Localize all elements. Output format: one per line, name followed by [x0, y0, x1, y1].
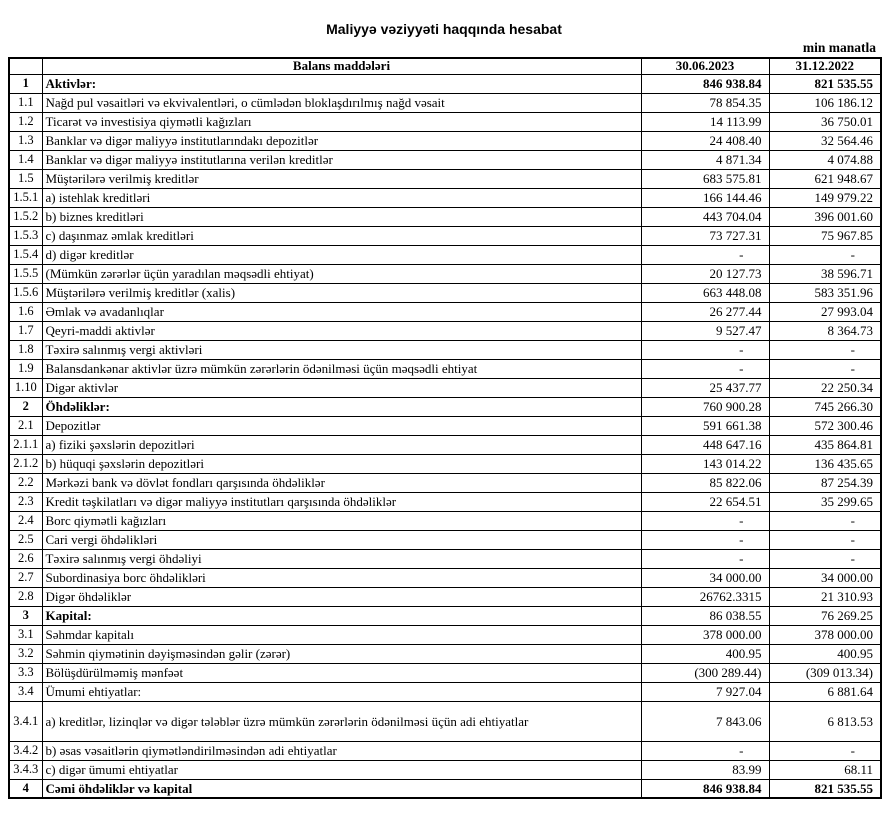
unit-note: min manatla — [802, 40, 876, 55]
row-number: 1.8 — [9, 340, 42, 359]
value-2022: 4 074.88 — [769, 150, 881, 169]
value-2023: 4 871.34 — [641, 150, 769, 169]
row-number: 3.4.3 — [9, 760, 42, 779]
table-row — [9, 359, 881, 378]
value-2023: 846 938.84 — [641, 779, 769, 798]
row-label: Digər aktivlər — [42, 378, 641, 397]
value-2022: - — [769, 741, 881, 760]
value-2023: 448 647.16 — [641, 435, 769, 454]
value-2023: 86 038.55 — [641, 606, 769, 625]
row-label: a) fiziki şəxslərin depozitləri — [42, 435, 641, 454]
table-row — [9, 663, 881, 682]
report-title: Maliyyə vəziyyəti haqqında hesabat — [326, 21, 562, 37]
table-row — [9, 112, 881, 131]
row-label: Aktivlər: — [42, 74, 641, 93]
table-row — [9, 568, 881, 587]
row-label: b) hüquqi şəxslərin depozitləri — [42, 454, 641, 473]
row-number: 2 — [9, 397, 42, 416]
value-2023: 443 704.04 — [641, 207, 769, 226]
table-row — [9, 150, 881, 169]
table-row — [9, 93, 881, 112]
row-number: 2.6 — [9, 549, 42, 568]
table-row — [9, 207, 881, 226]
table-row — [9, 302, 881, 321]
value-2022: 745 266.30 — [769, 397, 881, 416]
value-2023: - — [641, 741, 769, 760]
row-number: 4 — [9, 779, 42, 798]
value-2023: 760 900.28 — [641, 397, 769, 416]
table-row — [9, 682, 881, 701]
row-number: 1.5.4 — [9, 245, 42, 264]
row-label: Borc qiymətli kağızları — [42, 511, 641, 530]
row-label: b) əsas vəsaitlərin qiymətləndirilməsindən adi ehtiyatlar — [42, 741, 641, 760]
row-label: Müştərilərə verilmiş kreditlər (xalis) — [42, 283, 641, 302]
value-2023: 73 727.31 — [641, 226, 769, 245]
table-row — [9, 74, 881, 93]
table-row — [9, 245, 881, 264]
row-number: 3.3 — [9, 663, 42, 682]
value-2023: 85 822.06 — [641, 473, 769, 492]
header-cell-items: Balans maddələri — [42, 58, 641, 74]
row-number: 1.1 — [9, 93, 42, 112]
value-2023: 14 113.99 — [641, 112, 769, 131]
row-label: Bölüşdürülməmiş mənfəət — [42, 663, 641, 682]
value-2022: 621 948.67 — [769, 169, 881, 188]
row-number: 1.5 — [9, 169, 42, 188]
row-label: a) kreditlər, lizinqlər və digər tələblər üzrə mümkün zərərlərin ödənilməsi üçün adi ehtiyatlar — [42, 701, 641, 741]
row-number: 2.5 — [9, 530, 42, 549]
header-cell-date-1: 30.06.2023 — [641, 58, 769, 74]
value-2023: 143 014.22 — [641, 454, 769, 473]
value-2022: 821 535.55 — [769, 779, 881, 798]
row-number: 1.5.1 — [9, 188, 42, 207]
value-2023: 26762.3315 — [641, 587, 769, 606]
value-2023: 83.99 — [641, 760, 769, 779]
row-number: 2.2 — [9, 473, 42, 492]
value-2022: - — [769, 530, 881, 549]
value-2023: 20 127.73 — [641, 264, 769, 283]
value-2022: 572 300.46 — [769, 416, 881, 435]
value-2022: 400.95 — [769, 644, 881, 663]
table-row — [9, 454, 881, 473]
row-number: 1.6 — [9, 302, 42, 321]
table-row — [9, 644, 881, 663]
table-row — [9, 587, 881, 606]
row-number: 2.4 — [9, 511, 42, 530]
table-row — [9, 760, 881, 779]
value-2022: 8 364.73 — [769, 321, 881, 340]
row-label: Mərkəzi bank və dövlət fondları qarşısında öhdəliklər — [42, 473, 641, 492]
row-number: 1 — [9, 74, 42, 93]
value-2023: 378 000.00 — [641, 625, 769, 644]
row-number: 3 — [9, 606, 42, 625]
value-2022: - — [769, 340, 881, 359]
row-label: Əmlak və avadanlıqlar — [42, 302, 641, 321]
table-row — [9, 530, 881, 549]
row-label: Səhmin qiymətinin dəyişməsindən gəlir (zərər) — [42, 644, 641, 663]
row-number: 2.8 — [9, 587, 42, 606]
value-2023: 78 854.35 — [641, 93, 769, 112]
value-2022: 36 750.01 — [769, 112, 881, 131]
table-row — [9, 340, 881, 359]
value-2022: 435 864.81 — [769, 435, 881, 454]
value-2023: 846 938.84 — [641, 74, 769, 93]
table-row — [9, 264, 881, 283]
row-label: d) digər kreditlər — [42, 245, 641, 264]
table-row — [9, 416, 881, 435]
row-number: 2.1.2 — [9, 454, 42, 473]
value-2022: 35 299.65 — [769, 492, 881, 511]
row-label: b) biznes kreditləri — [42, 207, 641, 226]
table-row — [9, 435, 881, 454]
row-label: Balansdankənar aktivlər üzrə mümkün zərərlərin ödənilməsi üçün məqsədli ehtiyat — [42, 359, 641, 378]
value-2023: 663 448.08 — [641, 283, 769, 302]
table-row — [9, 511, 881, 530]
value-2022: 76 269.25 — [769, 606, 881, 625]
row-label: Təxirə salınmış vergi aktivləri — [42, 340, 641, 359]
table-row — [9, 492, 881, 511]
value-2022: 6 881.64 — [769, 682, 881, 701]
header-cell-date-2: 31.12.2022 — [769, 58, 881, 74]
value-2022: - — [769, 511, 881, 530]
value-2022: - — [769, 245, 881, 264]
value-2023: (300 289.44) — [641, 663, 769, 682]
value-2022: 378 000.00 — [769, 625, 881, 644]
value-2022: - — [769, 549, 881, 568]
value-2022: 583 351.96 — [769, 283, 881, 302]
table-row — [9, 741, 881, 760]
row-number: 2.7 — [9, 568, 42, 587]
value-2022: 149 979.22 — [769, 188, 881, 207]
row-number: 2.3 — [9, 492, 42, 511]
table-row — [9, 188, 881, 207]
row-number: 3.4.1 — [9, 701, 42, 741]
table-row — [9, 378, 881, 397]
row-label: Nağd pul vəsaitləri və ekvivalentləri, o cümlədən bloklaşdırılmış nağd vəsait — [42, 93, 641, 112]
value-2023: 26 277.44 — [641, 302, 769, 321]
value-2023: - — [641, 549, 769, 568]
row-label: c) daşınmaz əmlak kreditləri — [42, 226, 641, 245]
row-label: Banklar və digər maliyyə institutlarındakı depozitlər — [42, 131, 641, 150]
row-number: 2.1 — [9, 416, 42, 435]
value-2022: 106 186.12 — [769, 93, 881, 112]
row-label: Digər öhdəliklər — [42, 587, 641, 606]
row-label: c) digər ümumi ehtiyatlar — [42, 760, 641, 779]
table-row — [9, 606, 881, 625]
value-2022: 68.11 — [769, 760, 881, 779]
table-row — [9, 549, 881, 568]
value-2022: 22 250.34 — [769, 378, 881, 397]
value-2022: 32 564.46 — [769, 131, 881, 150]
row-label: Səhmdar kapitalı — [42, 625, 641, 644]
table-row — [9, 397, 881, 416]
value-2023: 166 144.46 — [641, 188, 769, 207]
value-2023: 24 408.40 — [641, 131, 769, 150]
value-2022: 87 254.39 — [769, 473, 881, 492]
value-2023: 7 927.04 — [641, 682, 769, 701]
row-number: 1.5.6 — [9, 283, 42, 302]
table-row — [9, 226, 881, 245]
row-number: 3.1 — [9, 625, 42, 644]
value-2022: 34 000.00 — [769, 568, 881, 587]
row-label: Cari vergi öhdəlikləri — [42, 530, 641, 549]
table-row — [9, 169, 881, 188]
row-number: 1.3 — [9, 131, 42, 150]
table-row — [9, 283, 881, 302]
row-number: 1.2 — [9, 112, 42, 131]
value-2023: 34 000.00 — [641, 568, 769, 587]
row-number: 1.4 — [9, 150, 42, 169]
row-label: Kredit təşkilatları və digər maliyyə institutları qarşısında öhdəliklər — [42, 492, 641, 511]
value-2022: 821 535.55 — [769, 74, 881, 93]
row-number: 3.4.2 — [9, 741, 42, 760]
value-2022: - — [769, 359, 881, 378]
row-label: (Mümkün zərərlər üçün yaradılan məqsədli ehtiyat) — [42, 264, 641, 283]
value-2023: 22 654.51 — [641, 492, 769, 511]
row-number: 2.1.1 — [9, 435, 42, 454]
row-label: Subordinasiya borc öhdəlikləri — [42, 568, 641, 587]
value-2022: 6 813.53 — [769, 701, 881, 741]
value-2023: 400.95 — [641, 644, 769, 663]
row-label: Təxirə salınmış vergi öhdəliyi — [42, 549, 641, 568]
row-number: 1.7 — [9, 321, 42, 340]
value-2023: 7 843.06 — [641, 701, 769, 741]
row-label: Qeyri-maddi aktivlər — [42, 321, 641, 340]
table-row — [9, 701, 881, 741]
value-2022: 75 967.85 — [769, 226, 881, 245]
value-2023: 683 575.81 — [641, 169, 769, 188]
header-cell-empty — [9, 58, 42, 74]
row-number: 3.4 — [9, 682, 42, 701]
table-row — [9, 779, 881, 798]
value-2022: 136 435.65 — [769, 454, 881, 473]
row-number: 3.2 — [9, 644, 42, 663]
row-label: Ticarət və investisiya qiymətli kağızları — [42, 112, 641, 131]
row-number: 1.5.2 — [9, 207, 42, 226]
row-number: 1.5.3 — [9, 226, 42, 245]
row-label: Müştərilərə verilmiş kreditlər — [42, 169, 641, 188]
row-label: Ümumi ehtiyatlar: — [42, 682, 641, 701]
table-body — [9, 74, 881, 798]
table-row — [9, 473, 881, 492]
value-2023: - — [641, 359, 769, 378]
row-number: 1.5.5 — [9, 264, 42, 283]
value-2023: 25 437.77 — [641, 378, 769, 397]
value-2022: 27 993.04 — [769, 302, 881, 321]
value-2023: - — [641, 530, 769, 549]
value-2023: 9 527.47 — [641, 321, 769, 340]
value-2023: - — [641, 340, 769, 359]
balance-table — [8, 57, 882, 799]
value-2023: 591 661.38 — [641, 416, 769, 435]
table-row — [9, 131, 881, 150]
table-row — [9, 625, 881, 644]
table-row — [9, 321, 881, 340]
value-2022: 396 001.60 — [769, 207, 881, 226]
row-label: Öhdəliklər: — [42, 397, 641, 416]
value-2022: (309 013.34) — [769, 663, 881, 682]
row-number: 1.10 — [9, 378, 42, 397]
value-2023: - — [641, 245, 769, 264]
row-label: Kapital: — [42, 606, 641, 625]
row-label: Banklar və digər maliyyə institutlarına verilən kreditlər — [42, 150, 641, 169]
value-2022: 38 596.71 — [769, 264, 881, 283]
row-label: a) istehlak kreditləri — [42, 188, 641, 207]
value-2023: - — [641, 511, 769, 530]
row-label: Depozitlər — [42, 416, 641, 435]
value-2022: 21 310.93 — [769, 587, 881, 606]
header-row — [9, 58, 881, 74]
row-number: 1.9 — [9, 359, 42, 378]
row-label: Cəmi öhdəliklər və kapital — [42, 779, 641, 798]
